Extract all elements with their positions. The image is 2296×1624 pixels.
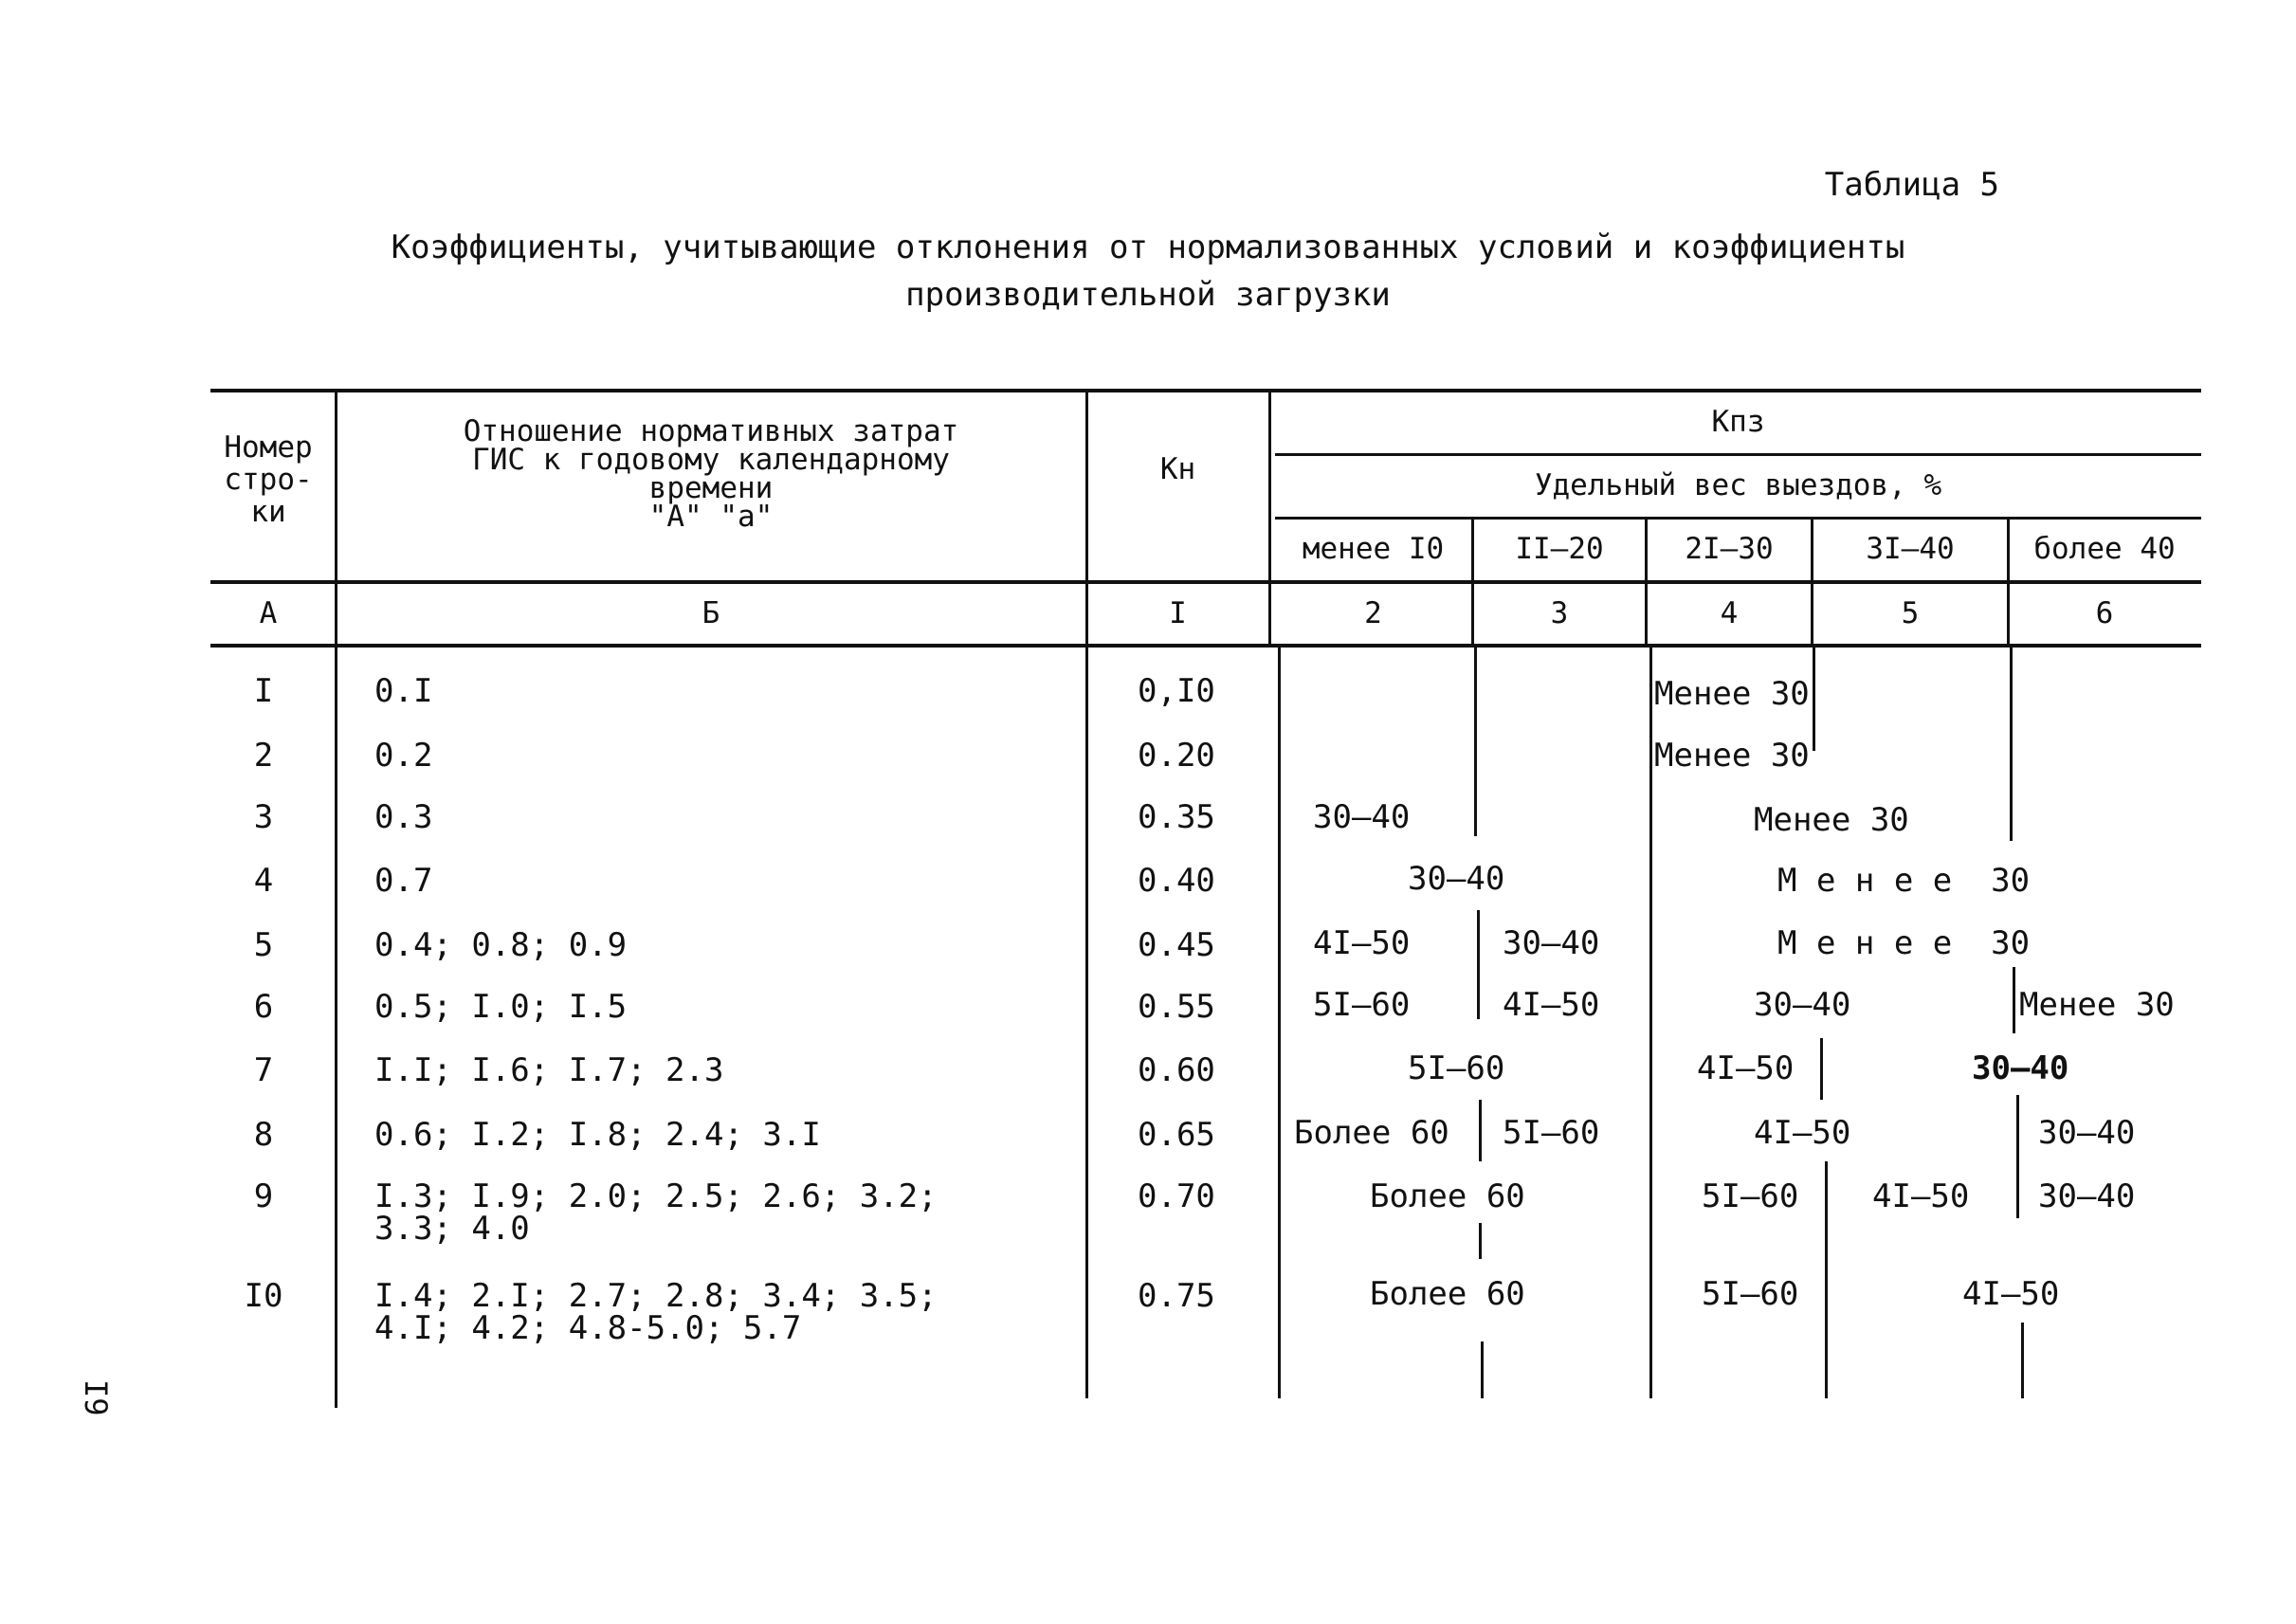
header-ratio: Отношение нормативных затрат ГИС к годовому календарному времени "А" "а" [463, 414, 959, 534]
row-ratio-5: 0.4; 0.8; 0.9 [374, 926, 628, 964]
kpz-r8c: 4I–50 [1754, 1114, 1851, 1152]
header-bottom-rule [210, 580, 2201, 584]
row-kn-5: 0.45 [1138, 926, 1215, 964]
table-title: Коэффициенты, учитывающие отклонения от нормализованных условий и коэффициенты производительной загрузки [391, 228, 1905, 314]
body-line-5b [1820, 1038, 1823, 1100]
row-ratio-10: I.4; 2.I; 2.7; 2.8; 3.4; 3.5; 4.I; 4.2; 4.8-5.0; 5.7 [374, 1277, 938, 1347]
kpz-r5a: 4I–50 [1313, 924, 1411, 962]
kpz-r5b: 30–40 [1503, 924, 1600, 962]
row-num-7: 7 [253, 1051, 274, 1089]
body-line-3d [1479, 1223, 1482, 1259]
row-kn-1: 0,I0 [1138, 672, 1215, 710]
kpz-r7c: 30–40 [1972, 1049, 2069, 1087]
kpz-r7b: 4I–50 [1697, 1049, 1795, 1087]
row-kn-9: 0.70 [1138, 1177, 1215, 1215]
row-ratio-7: I.I; I.6; I.7; 2.3 [374, 1051, 724, 1089]
row-num-8: 8 [253, 1116, 274, 1154]
header-range-1: менее I0 [1302, 532, 1445, 566]
row-kn-10: 0.75 [1138, 1277, 1215, 1315]
row-num-6: 6 [253, 988, 274, 1026]
row-ratio-3: 0.3 [374, 798, 433, 836]
body-line-3b [1477, 910, 1480, 1019]
kpz-r9c: 4I–50 [1872, 1177, 1970, 1215]
kpz-r10a: Более 60 [1370, 1275, 1525, 1313]
row-ratio-4: 0.7 [374, 862, 433, 900]
kpz-r6b: 4I–50 [1503, 986, 1600, 1024]
code-b: Б [702, 596, 720, 630]
codes-bottom-rule [210, 644, 2201, 648]
kpz-r6a: 5I–60 [1313, 986, 1411, 1024]
kpz-r4b: М е н е е 30 [1777, 862, 2031, 900]
kpz-r10c: 4I–50 [1962, 1275, 2060, 1313]
kpz-r9b: 5I–60 [1702, 1177, 1799, 1215]
body-line-5 [1813, 647, 1815, 751]
row-ratio-6: 0.5; I.0; I.5 [374, 988, 628, 1026]
row-num-3: 3 [253, 798, 274, 836]
row-num-5: 5 [253, 926, 274, 964]
code-6: 6 [2095, 596, 2114, 630]
body-line-4 [1649, 647, 1652, 1398]
row-ratio-9: I.3; I.9; 2.0; 2.5; 2.6; 3.2; 3.3; 4.0 [374, 1177, 938, 1248]
kpz-r6c: 30–40 [1754, 986, 1851, 1024]
body-line-6d [2021, 1323, 2024, 1398]
header-row-number: Номер стро- ки [224, 430, 313, 529]
page-number: I9 [78, 1379, 114, 1416]
code-a: А [259, 596, 278, 630]
code-4: 4 [1720, 596, 1739, 630]
code-5: 5 [1901, 596, 1920, 630]
kpz-r9a: Более 60 [1370, 1177, 1525, 1215]
row-ratio-2: 0.2 [374, 737, 433, 775]
row-ratio-8: 0.6; I.2; I.8; 2.4; 3.I [374, 1116, 821, 1154]
code-3: 3 [1550, 596, 1569, 630]
kpz-rule [1275, 453, 2201, 456]
body-line-3c [1479, 1100, 1482, 1161]
code-2: 2 [1364, 596, 1382, 630]
body-line-2 [1278, 647, 1281, 1398]
code-1: I [1169, 596, 1187, 630]
row-num-9: 9 [253, 1177, 274, 1215]
header-kpz: Кпз [1711, 405, 1765, 439]
row-kn-3: 0.35 [1138, 798, 1215, 836]
kpz-r4a: 30–40 [1408, 860, 1505, 898]
kpz-r8a: Более 60 [1294, 1114, 1449, 1152]
col-a-divider [335, 389, 337, 1408]
kpz-r7a: 5I–60 [1408, 1049, 1505, 1087]
kpz-r8b: 5I–60 [1503, 1114, 1600, 1152]
col-b-divider [1085, 389, 1088, 1398]
kpz-r1: Менее 30 [1654, 675, 1810, 713]
kpz-r6d: Менее 30 [2019, 986, 2175, 1024]
col-1-divider [1268, 389, 1271, 647]
header-kn: Кн [1159, 452, 1196, 486]
body-line-6b [2013, 967, 2015, 1033]
kpz-r2: Менее 30 [1654, 737, 1810, 775]
row-ratio-1: 0.I [374, 672, 433, 710]
body-line-6c [2016, 1095, 2019, 1218]
header-range-4: 3I–40 [1866, 532, 1955, 566]
share-rule [1275, 517, 2201, 520]
body-line-3 [1474, 647, 1477, 836]
row-kn-7: 0.60 [1138, 1051, 1215, 1089]
row-kn-4: 0.40 [1138, 862, 1215, 900]
body-line-5c [1825, 1161, 1828, 1398]
row-num-10: I0 [244, 1277, 283, 1315]
table-label: Таблица 5 [1824, 166, 1999, 204]
body-line-3e [1481, 1341, 1484, 1398]
table-top-rule [210, 389, 2201, 392]
row-num-1: I [253, 672, 274, 710]
kpz-r3a: 30–40 [1313, 798, 1411, 836]
header-range-5: более 40 [2033, 532, 2176, 566]
row-kn-2: 0.20 [1138, 737, 1215, 775]
kpz-r9d: 30–40 [2038, 1177, 2136, 1215]
kpz-r5c: М е н е е 30 [1777, 924, 2031, 962]
row-kn-6: 0.55 [1138, 988, 1215, 1026]
row-num-2: 2 [253, 737, 274, 775]
kpz-r3b: Менее 30 [1754, 801, 1909, 839]
kpz-r10b: 5I–60 [1702, 1275, 1799, 1313]
header-share: Удельный вес выездов, % [1534, 468, 1942, 502]
row-num-4: 4 [253, 862, 274, 900]
kpz-r8d: 30–40 [2038, 1114, 2136, 1152]
header-range-2: II–20 [1515, 532, 1604, 566]
body-line-6 [2010, 647, 2013, 841]
header-range-3: 2I–30 [1685, 532, 1774, 566]
row-kn-8: 0.65 [1138, 1116, 1215, 1154]
